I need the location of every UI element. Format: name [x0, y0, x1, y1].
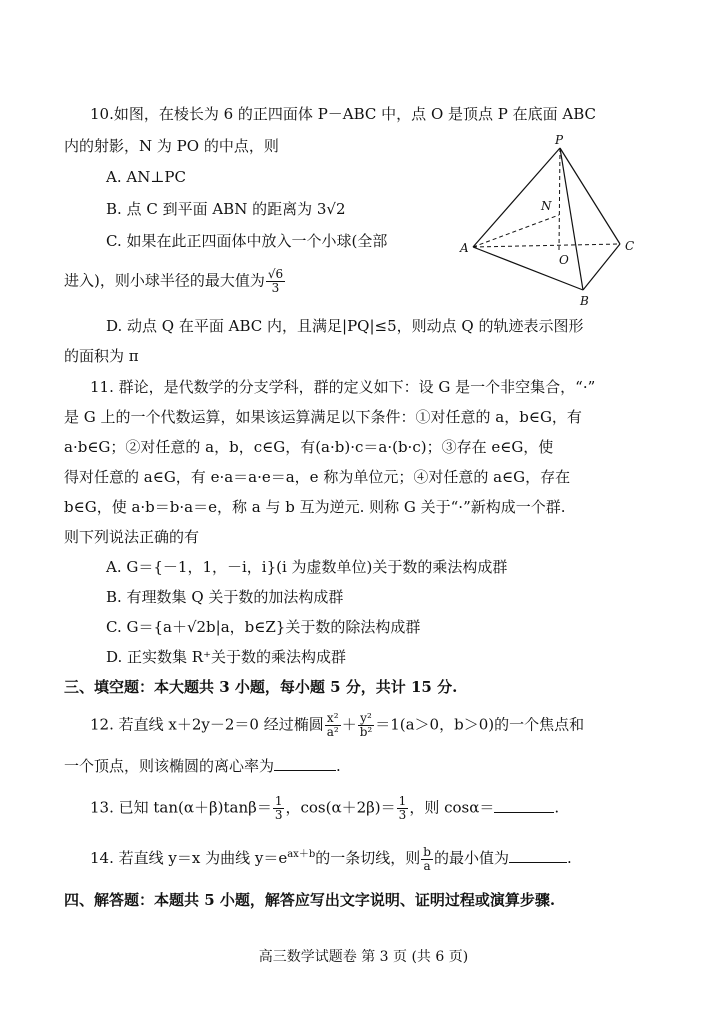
q13-text-pre: 13. 已知 tan(α＋β)tanβ＝ — [90, 798, 272, 817]
q11-stem-line5: b∈G，使 a·b＝b·a＝e，称 a 与 b 互为逆元. 则称 G 关于“·”新构成一个群. — [64, 498, 566, 516]
q14-period: . — [566, 849, 572, 867]
q13-fraction-2: $\frac{1}{3}$ — [398, 794, 407, 822]
q14-text-post: 的最小值为 — [433, 849, 509, 867]
q10-stem-line1: 10.如图，在棱长为 6 的正四面体 P－ABC 中，点 O 是顶点 P 在底面 ABC — [90, 105, 597, 123]
q10-radius-fraction: $\frac{√6}{3}$ — [267, 267, 284, 295]
q12-period: . — [336, 757, 341, 775]
q12-text-post: ＝1(a＞0，b＞0)的一个焦点和 — [375, 715, 585, 734]
q14-text-mid: 的一条切线，则 — [315, 849, 421, 867]
q13-text-post: ，则 cosα＝ — [409, 798, 495, 817]
q10-stem-line2: 内的射影，N 为 PO 的中点，则 — [64, 137, 279, 155]
q12-fraction-y: $\frac{\text{y²}}{\text{b²}}$ — [359, 711, 373, 739]
q12-line1 — [90, 712, 584, 739]
q10-option-c-text: 进入)，则小球半径的最大值为 — [64, 271, 265, 290]
q11-option-b: B. 有理数集 Q 关于数的加法构成群 — [106, 588, 344, 606]
q12-answer-blank[interactable] — [274, 756, 336, 771]
q11-stem-line1: 11. 群论，是代数学的分支学科，群的定义如下：设 G 是一个非空集合，“·” — [90, 378, 596, 396]
label-B: B — [580, 294, 589, 308]
q10-option-a: A. AN⊥PC — [106, 168, 187, 186]
q13-period: . — [554, 798, 560, 817]
q12-plus: ＋ — [341, 715, 357, 734]
q13-text-mid: ，cos(α＋2β)＝ — [285, 798, 396, 817]
q11-stem-line2: 是 G 上的一个代数运算，如果该运算满足以下条件：①对任意的 a，b∈G，有 — [64, 408, 582, 426]
label-P: P — [555, 133, 564, 147]
q11-stem-line4: 得对任意的 a∈G，有 e·a＝a·e＝a，e 称为单位元；④对任意的 a∈G，存在 — [64, 468, 571, 486]
q13-line — [90, 795, 559, 822]
label-A: A — [460, 241, 469, 255]
q13-answer-blank[interactable] — [494, 798, 554, 813]
q12-fraction-x: $\frac{\text{x²}}{\text{a²}}$ — [326, 711, 339, 739]
q10-option-d-line1: D. 动点 Q 在平面 ABC 内，且满足|PQ|≤5，则动点 Q 的轨迹表示图形 — [106, 317, 584, 335]
q10-option-c-line1: C. 如果在此正四面体中放入一个小球(全部 — [106, 232, 388, 250]
q10-option-b: B. 点 C 到平面 ABN 的距离为 3√2 — [106, 200, 346, 218]
label-C: C — [625, 239, 635, 253]
q12-text-pre: 12. 若直线 x＋2y－2＝0 经过椭圆 — [90, 715, 324, 734]
q10-option-d-line2: 的面积为 π — [64, 347, 139, 365]
q10-option-c-line2 — [64, 268, 286, 295]
label-O: O — [559, 253, 569, 267]
section-4-heading: 四、解答题：本题共 5 小题，解答应写出文字说明、证明过程或演算步骤. — [64, 891, 556, 909]
q14-fraction: $\frac{b}{a}$ — [423, 844, 431, 873]
q12-text-line2: 一个顶点，则该椭圆的离心率为 — [64, 757, 275, 775]
tetrahedron-figure — [455, 130, 645, 310]
q11-option-d: D. 正实数集 R⁺关于数的乘法构成群 — [106, 648, 347, 666]
q11-option-a: A. G＝{－1，1，－i，i}(i 为虚数单位)关于数的乘法构成群 — [106, 558, 508, 576]
q14-answer-blank[interactable] — [509, 848, 567, 863]
q11-stem-line3: a·b∈G；②对任意的 a，b，c∈G，有(a·b)·c＝a·(b·c)；③存在 e∈G，使 — [64, 438, 554, 456]
q14-exponent: ax＋b — [287, 849, 316, 860]
q11-option-c: C. G＝{a＋√2b|a，b∈Z}关于数的除法构成群 — [106, 618, 421, 636]
q13-fraction-1: $\frac{1}{3}$ — [274, 794, 283, 822]
page-footer: 高三数学试题卷 第 3 页 (共 6 页) — [258, 949, 469, 965]
label-N: N — [541, 199, 552, 213]
q11-stem-line6: 则下列说法正确的有 — [64, 528, 200, 546]
q14-line — [90, 845, 572, 873]
q12-line2 — [64, 756, 341, 776]
section-3-heading: 三、填空题：本大题共 3 小题，每小题 5 分，共计 15 分. — [64, 678, 458, 696]
q14-text-pre: 14. 若直线 y＝x 为曲线 y＝e — [90, 849, 288, 867]
